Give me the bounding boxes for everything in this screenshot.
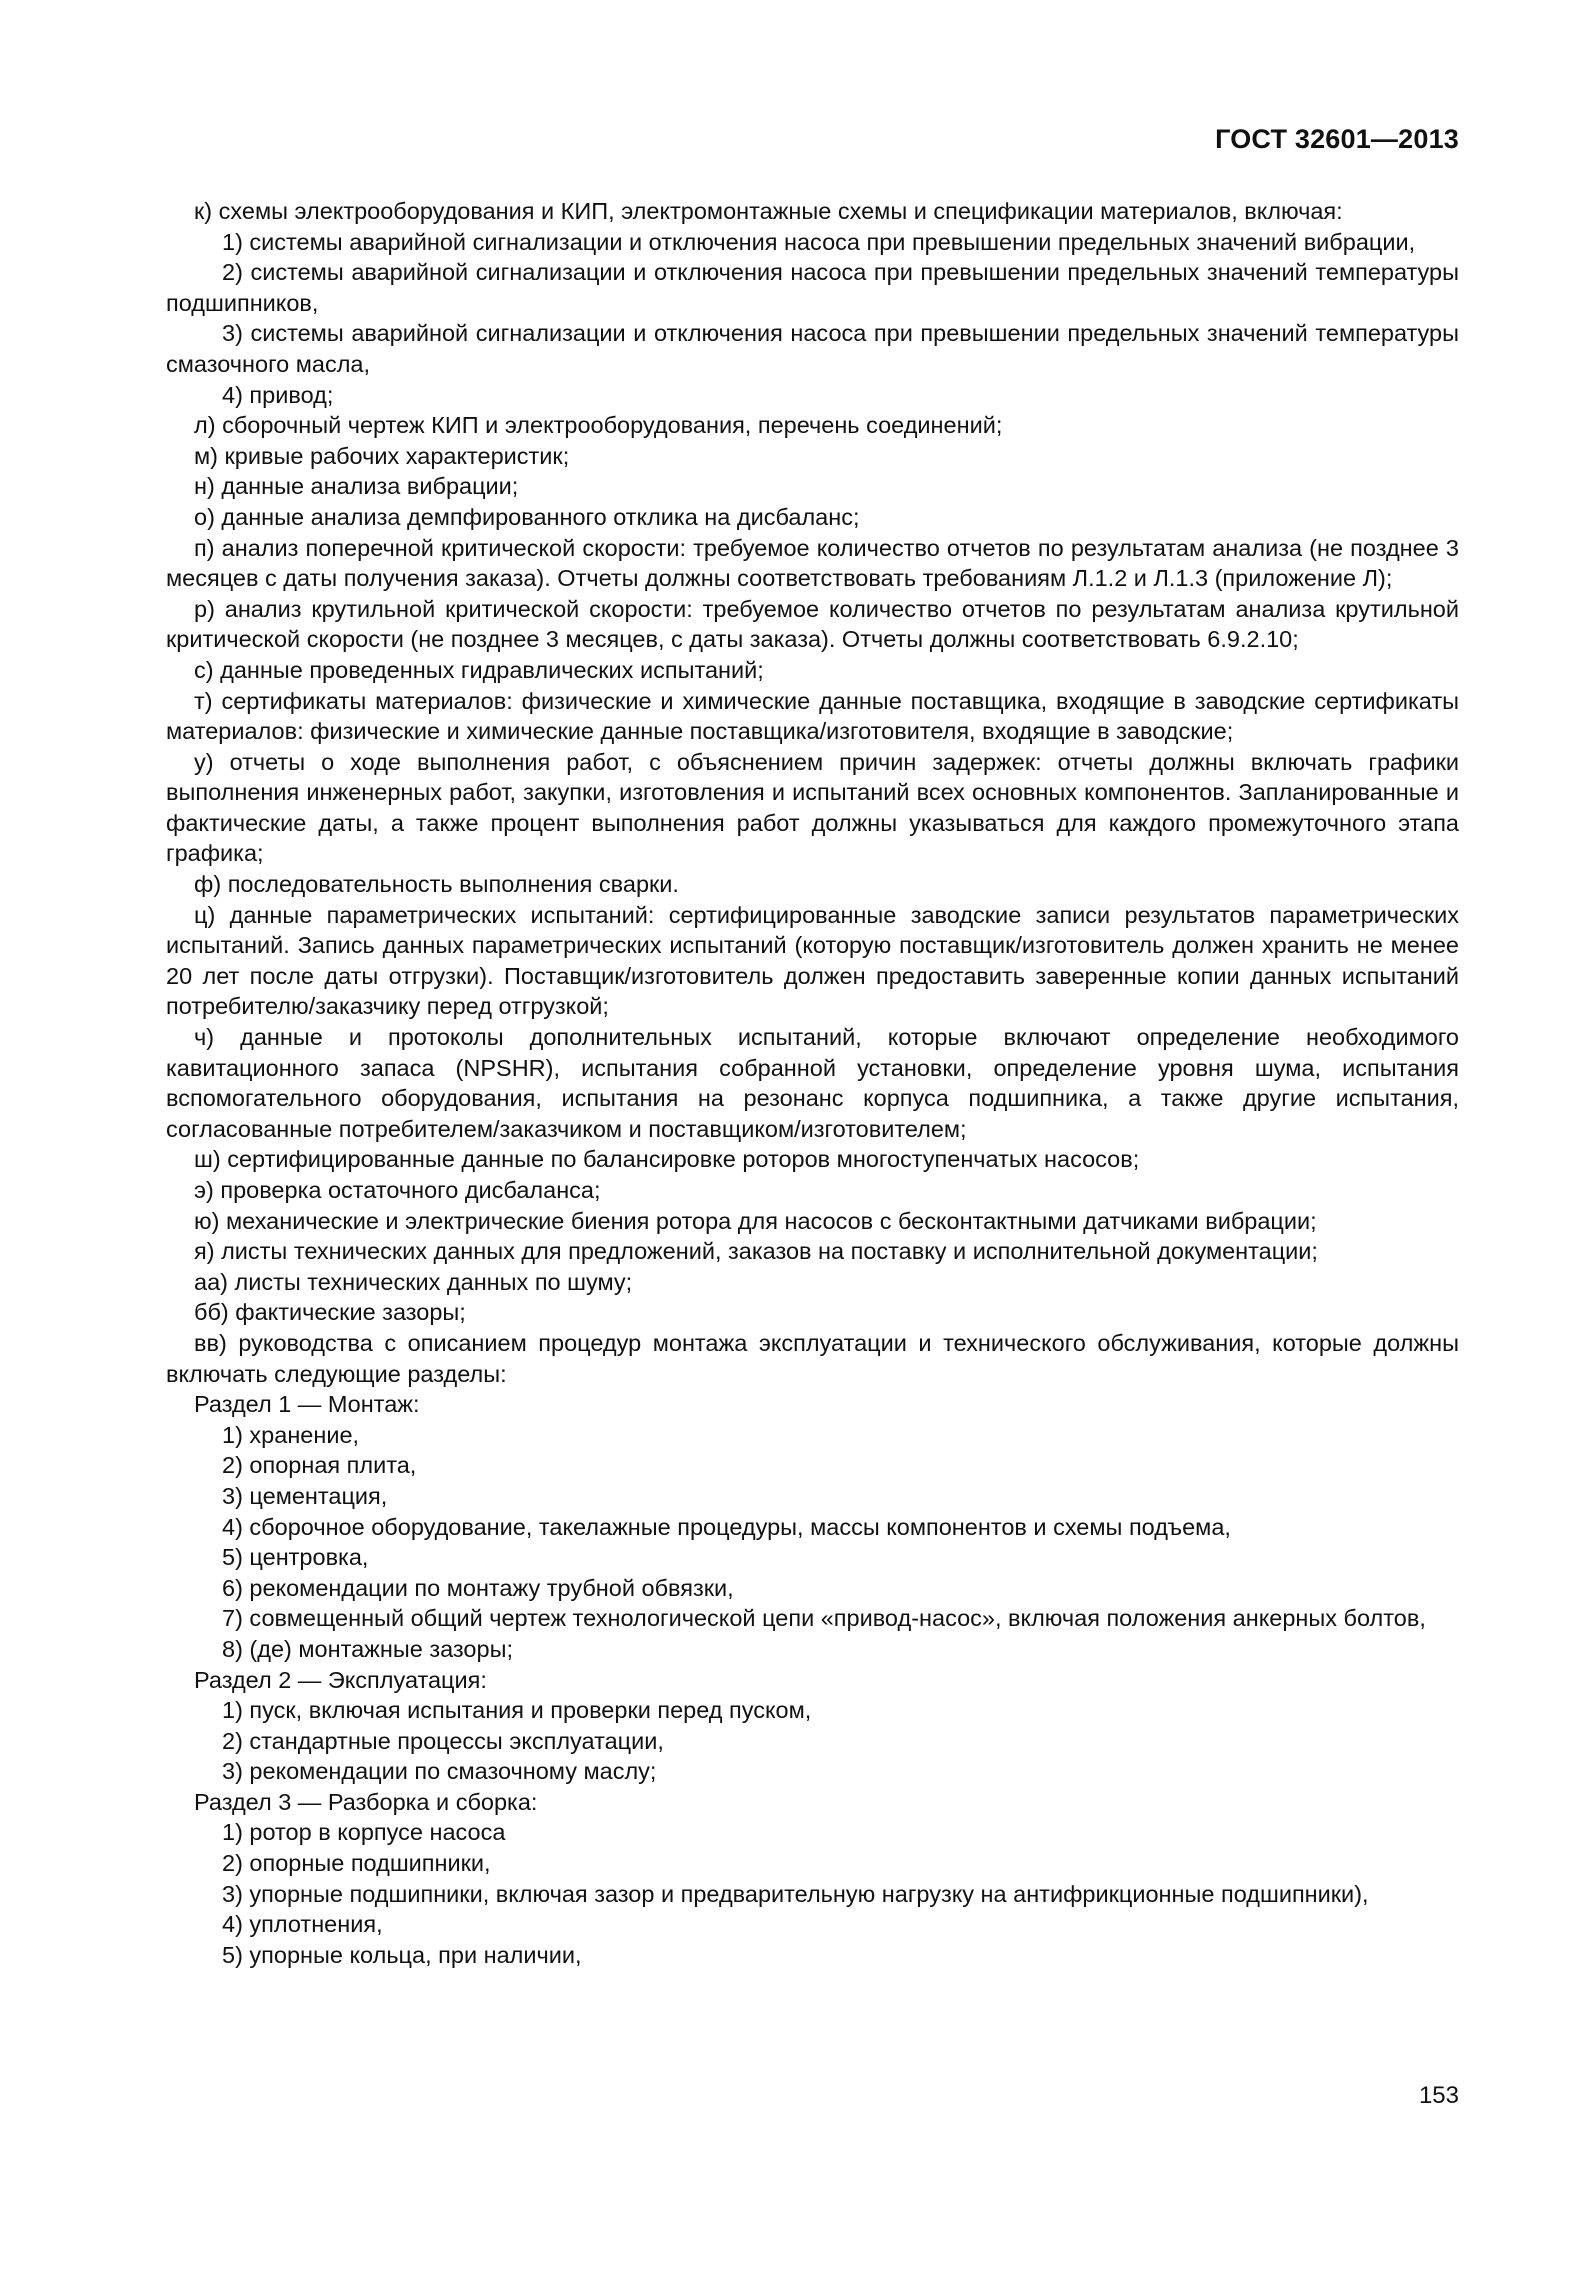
paragraph: вв) руководства с описанием процедур монтажа эксплуатации и технического обслуживания, которые должны включать следующие разделы: — [166, 1329, 1459, 1387]
paragraph: у) отчеты о ходе выполнения работ, с объяснением причин задержек: отчеты должны включать графики выполнения инженерных работ, закупки, изготовления и испытаний всех основных компонентов. Запланированные и фактические даты, а также процент выполнения работ должны указываться для каждого промежуточного этапа графика; — [166, 748, 1459, 867]
paragraph: 3) цементация, — [222, 1482, 388, 1509]
paragraph: р) анализ крутильной критической скорости: требуемое количество отчетов по результатам анализа крутильной критической скорости (не позднее 3 месяцев, с даты заказа). Отчеты должны соответствовать 6.9.2.10; — [166, 595, 1459, 653]
paragraph: 1) пуск, включая испытания и проверки перед пуском, — [222, 1697, 812, 1724]
paragraph: 4) привод; — [222, 381, 334, 408]
paragraph: к) схемы электрооборудования и КИП, электромонтажные схемы и спецификации материалов, включая: — [194, 198, 1343, 224]
paragraph: 5) центровка, — [222, 1544, 369, 1571]
paragraph: ф) последовательность выполнения сварки. — [194, 871, 679, 898]
paragraph: Раздел 1 — Монтаж: — [194, 1391, 420, 1418]
paragraph: с) данные проведенных гидравлических испытаний; — [194, 656, 764, 683]
paragraph: Раздел 3 — Разборка и сборка: — [194, 1788, 538, 1815]
paragraph: ц) данные параметрических испытаний: сертифицированные заводские записи результатов параметрических испытаний. Запись данных параметрических испытаний (которую поставщик/изготовитель должен хранить не менее 20 лет после даты отгрузки). Поставщик/изготовитель должен предоставить заверенные копии данных испытаний потребителю/заказчику перед отгрузкой; — [166, 901, 1459, 1020]
paragraph: м) кривые рабочих характеристик; — [194, 442, 570, 469]
paragraph: 7) совмещенный общий чертеж технологической цепи «привод-насос», включая положения анкерных болтов, — [222, 1605, 1426, 1632]
paragraph: 6) рекомендации по монтажу трубной обвязки, — [222, 1574, 734, 1601]
paragraph: 3) упорные подшипники, включая зазор и предварительную нагрузку на антифрикционные подшипники), — [222, 1880, 1369, 1907]
paragraph: 2) системы аварийной сигнализации и отключения насоса при превышении предельных значений температуры подшипников, — [166, 259, 1459, 316]
paragraph: п) анализ поперечной критической скорости: требуемое количество отчетов по результатам анализа (не позднее 3 месяцев с даты получения заказа). Отчеты должны соответствовать требованиям Л.1.2 и Л.1.3 (приложение Л); — [166, 534, 1459, 592]
paragraph: н) данные анализа вибрации; — [194, 473, 519, 500]
paragraph: 2) стандартные процессы эксплуатации, — [222, 1727, 664, 1754]
paragraph: т) сертификаты материалов: физические и химические данные поставщика, входящие в заводские сертификаты материалов: физические и химические данные поставщика/изготовителя, входящие в заводские; — [166, 687, 1459, 745]
paragraph: я) листы технических данных для предложений, заказов на поставку и исполнительной документации; — [194, 1238, 1318, 1265]
paragraph: 3) системы аварийной сигнализации и отключения насоса при превышении предельных значений температуры смазочного масла, — [166, 320, 1459, 377]
paragraph: 5) упорные кольца, при наличии, — [222, 1941, 582, 1968]
paragraph: 8) (де) монтажные зазоры; — [222, 1635, 513, 1662]
paragraph: 4) сборочное оборудование, такелажные процедуры, массы компонентов и схемы подъема, — [222, 1513, 1231, 1540]
paragraph: л) сборочный чертеж КИП и электрооборудования, перечень соединений; — [194, 412, 1003, 439]
page-number: 153 — [1418, 2082, 1459, 2109]
paragraph: ч) данные и протоколы дополнительных испытаний, которые включают определение необходимого кавитационного запаса (NPSHR), испытания собранной установки, определение уровня шума, испытания вспомогательного оборудования, испытания на резонанс корпуса подшипника, а также другие испытания, согласованные потребителем/заказчиком и поставщиком/изготовителем; — [166, 1024, 1459, 1142]
paragraph: 1) хранение, — [222, 1421, 360, 1448]
document-code-header: ГОСТ 32601—2013 — [1215, 124, 1459, 154]
paragraph: 3) рекомендации по смазочному маслу; — [222, 1758, 657, 1785]
paragraph: бб) фактические зазоры; — [194, 1299, 466, 1326]
paragraph: Раздел 2 — Эксплуатация: — [194, 1666, 487, 1693]
paragraph: э) проверка остаточного дисбаланса; — [194, 1177, 601, 1203]
paragraph: 4) уплотнения, — [222, 1911, 383, 1938]
paragraph: 1) системы аварийной сигнализации и отключения насоса при превышении предельных значений вибрации, — [222, 228, 1416, 255]
paragraph: ш) сертифицированные данные по балансировке роторов многоступенчатых насосов; — [194, 1146, 1140, 1173]
paragraph: 2) опорные подшипники, — [222, 1850, 491, 1877]
paragraph: 1) ротор в корпусе насоса — [222, 1819, 506, 1846]
paragraph: ю) механические и электрические биения ротора для насосов с бесконтактными датчиками вибрации; — [194, 1207, 1317, 1234]
paragraph: о) данные анализа демпфированного отклика на дисбаланс; — [194, 503, 860, 530]
document-body — [166, 196, 1459, 1970]
paragraph: 2) опорная плита, — [222, 1452, 417, 1479]
paragraph: аа) листы технических данных по шуму; — [194, 1268, 633, 1295]
